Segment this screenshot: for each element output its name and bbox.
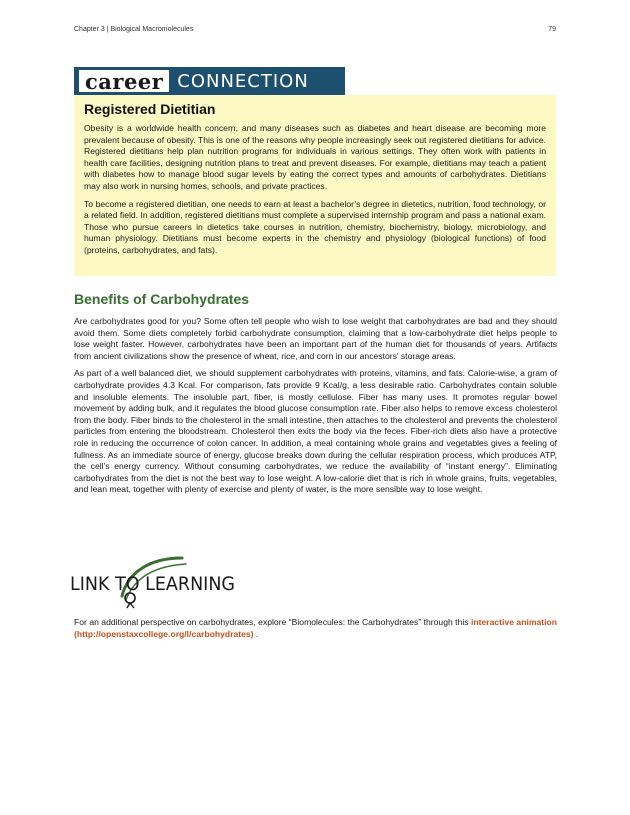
career-paragraph-2: To become a registered dietitian, one needs to earn at least a bachelor’s degree in dietetics, nutrition, food technology, or a related field. In addition, registered dietitians must complete a supervised internship program and pass a national exam. Those who pursue careers in dietetics take courses in nutrition, chemistry, biochemistry, biology, microbiology, and human physiology. Dietitians must become experts in the chemistry and physiology (biological functions) of food (proteins, carbohydrates, and fats). bbox=[84, 198, 546, 255]
section-title: Benefits of Carbohydrates bbox=[74, 291, 250, 307]
chapter-title: Chapter 3 | Biological Macromolecules bbox=[74, 26, 194, 33]
page-number: 79 bbox=[548, 26, 556, 33]
body-paragraph-1: Are carbohydrates good for you? Some often tell people who wish to lose weight that carbohydrates are bad and they should avoid them. Some diets completely forbid carbohydrate consumption, claiming that a low-carbohydrate diet helps people to lose weight faster. However, carbohydrates have been an important part of the human diet for thousands of years. Artifacts from ancient civilizations show the presence of wheat, rice, and corn in our ancestors’ storage areas. bbox=[74, 316, 557, 361]
link-text-after: . bbox=[253, 629, 259, 639]
section-body bbox=[74, 316, 557, 502]
link-to-learning-logo-graphic bbox=[70, 552, 240, 612]
link-to-learning-text bbox=[74, 616, 557, 640]
career-connection-box bbox=[74, 95, 556, 276]
link-to-learning-logo bbox=[70, 552, 240, 612]
page-header bbox=[74, 26, 556, 33]
body-paragraph-2: As part of a well balanced diet, we should supplement carbohydrates with proteins, vitamins, and fats. Calorie-wise, a gram of carbohydrate provides 4.3 Kcal. For comparison, fats provide 9 Kcal/g, a less desirable ratio. Carbohydrates contain soluble and insoluble elements. The insoluble part, fiber, is mostly cellulose. Fiber has many uses. It promotes regular bowel movement by adding bulk, and it regulates the blood glucose consumption rate. Fiber also helps to remove excess cholesterol from the body. Fiber binds to the cholesterol in the small intestine, then attaches to the cholesterol and prevents the cholesterol particles from entering the bloodstream. Cholesterol then exits the body via the feces. Fiber-rich diets also have a protective role in reducing the occurrence of colon cancer. In addition, a meal containing whole grains and vegetables gives a feeling of fullness. As an immediate source of energy, glucose breaks down during the cellular respiration process, which produces ATP, the cell's energy currency. Without consuming carbohydrates, we reduce the availability of “instant energy”. Eliminating carbohydrates from the diet is not the best way to lose weight. A low-calorie diet that is rich in whole grains, fruits, vegetables, and lean meat, together with plenty of exercise and plenty of water, is the more sensible way to lose weight. bbox=[74, 368, 557, 495]
career-logo-word: career bbox=[79, 70, 169, 92]
link-text-before: For an additional perspective on carbohydrates, explore “Biomolecules: the Carbohydrates” through this bbox=[74, 617, 471, 627]
career-connection-banner bbox=[74, 67, 345, 95]
connection-logo-word: CONNECTION bbox=[177, 70, 309, 92]
career-paragraph-1: Obesity is a worldwide health concern, and many diseases such as diabetes and heart disease are becoming more prevalent because of obesity. This is one of the reasons why people increasingly seek out registered dietitians for advice. Registered dietitians help plan nutrition programs for individuals in various settings. They often work with patients in health care facilities, designing nutrition plans to treat and prevent diseases. For example, dietitians may teach a patient with diabetes how to manage blood sugar levels by eating the correct types and amounts of carbohydrates. Dietitians may also work in nursing homes, schools, and private practices. bbox=[84, 123, 546, 191]
interactive-animation-link[interactable]: interactive animation (http://openstaxcollege.org/l/carbohydrates) bbox=[74, 617, 558, 639]
link-to-learning-logo-text: LINK TO LEARNING bbox=[70, 573, 235, 595]
career-title: Registered Dietitian bbox=[84, 101, 216, 117]
